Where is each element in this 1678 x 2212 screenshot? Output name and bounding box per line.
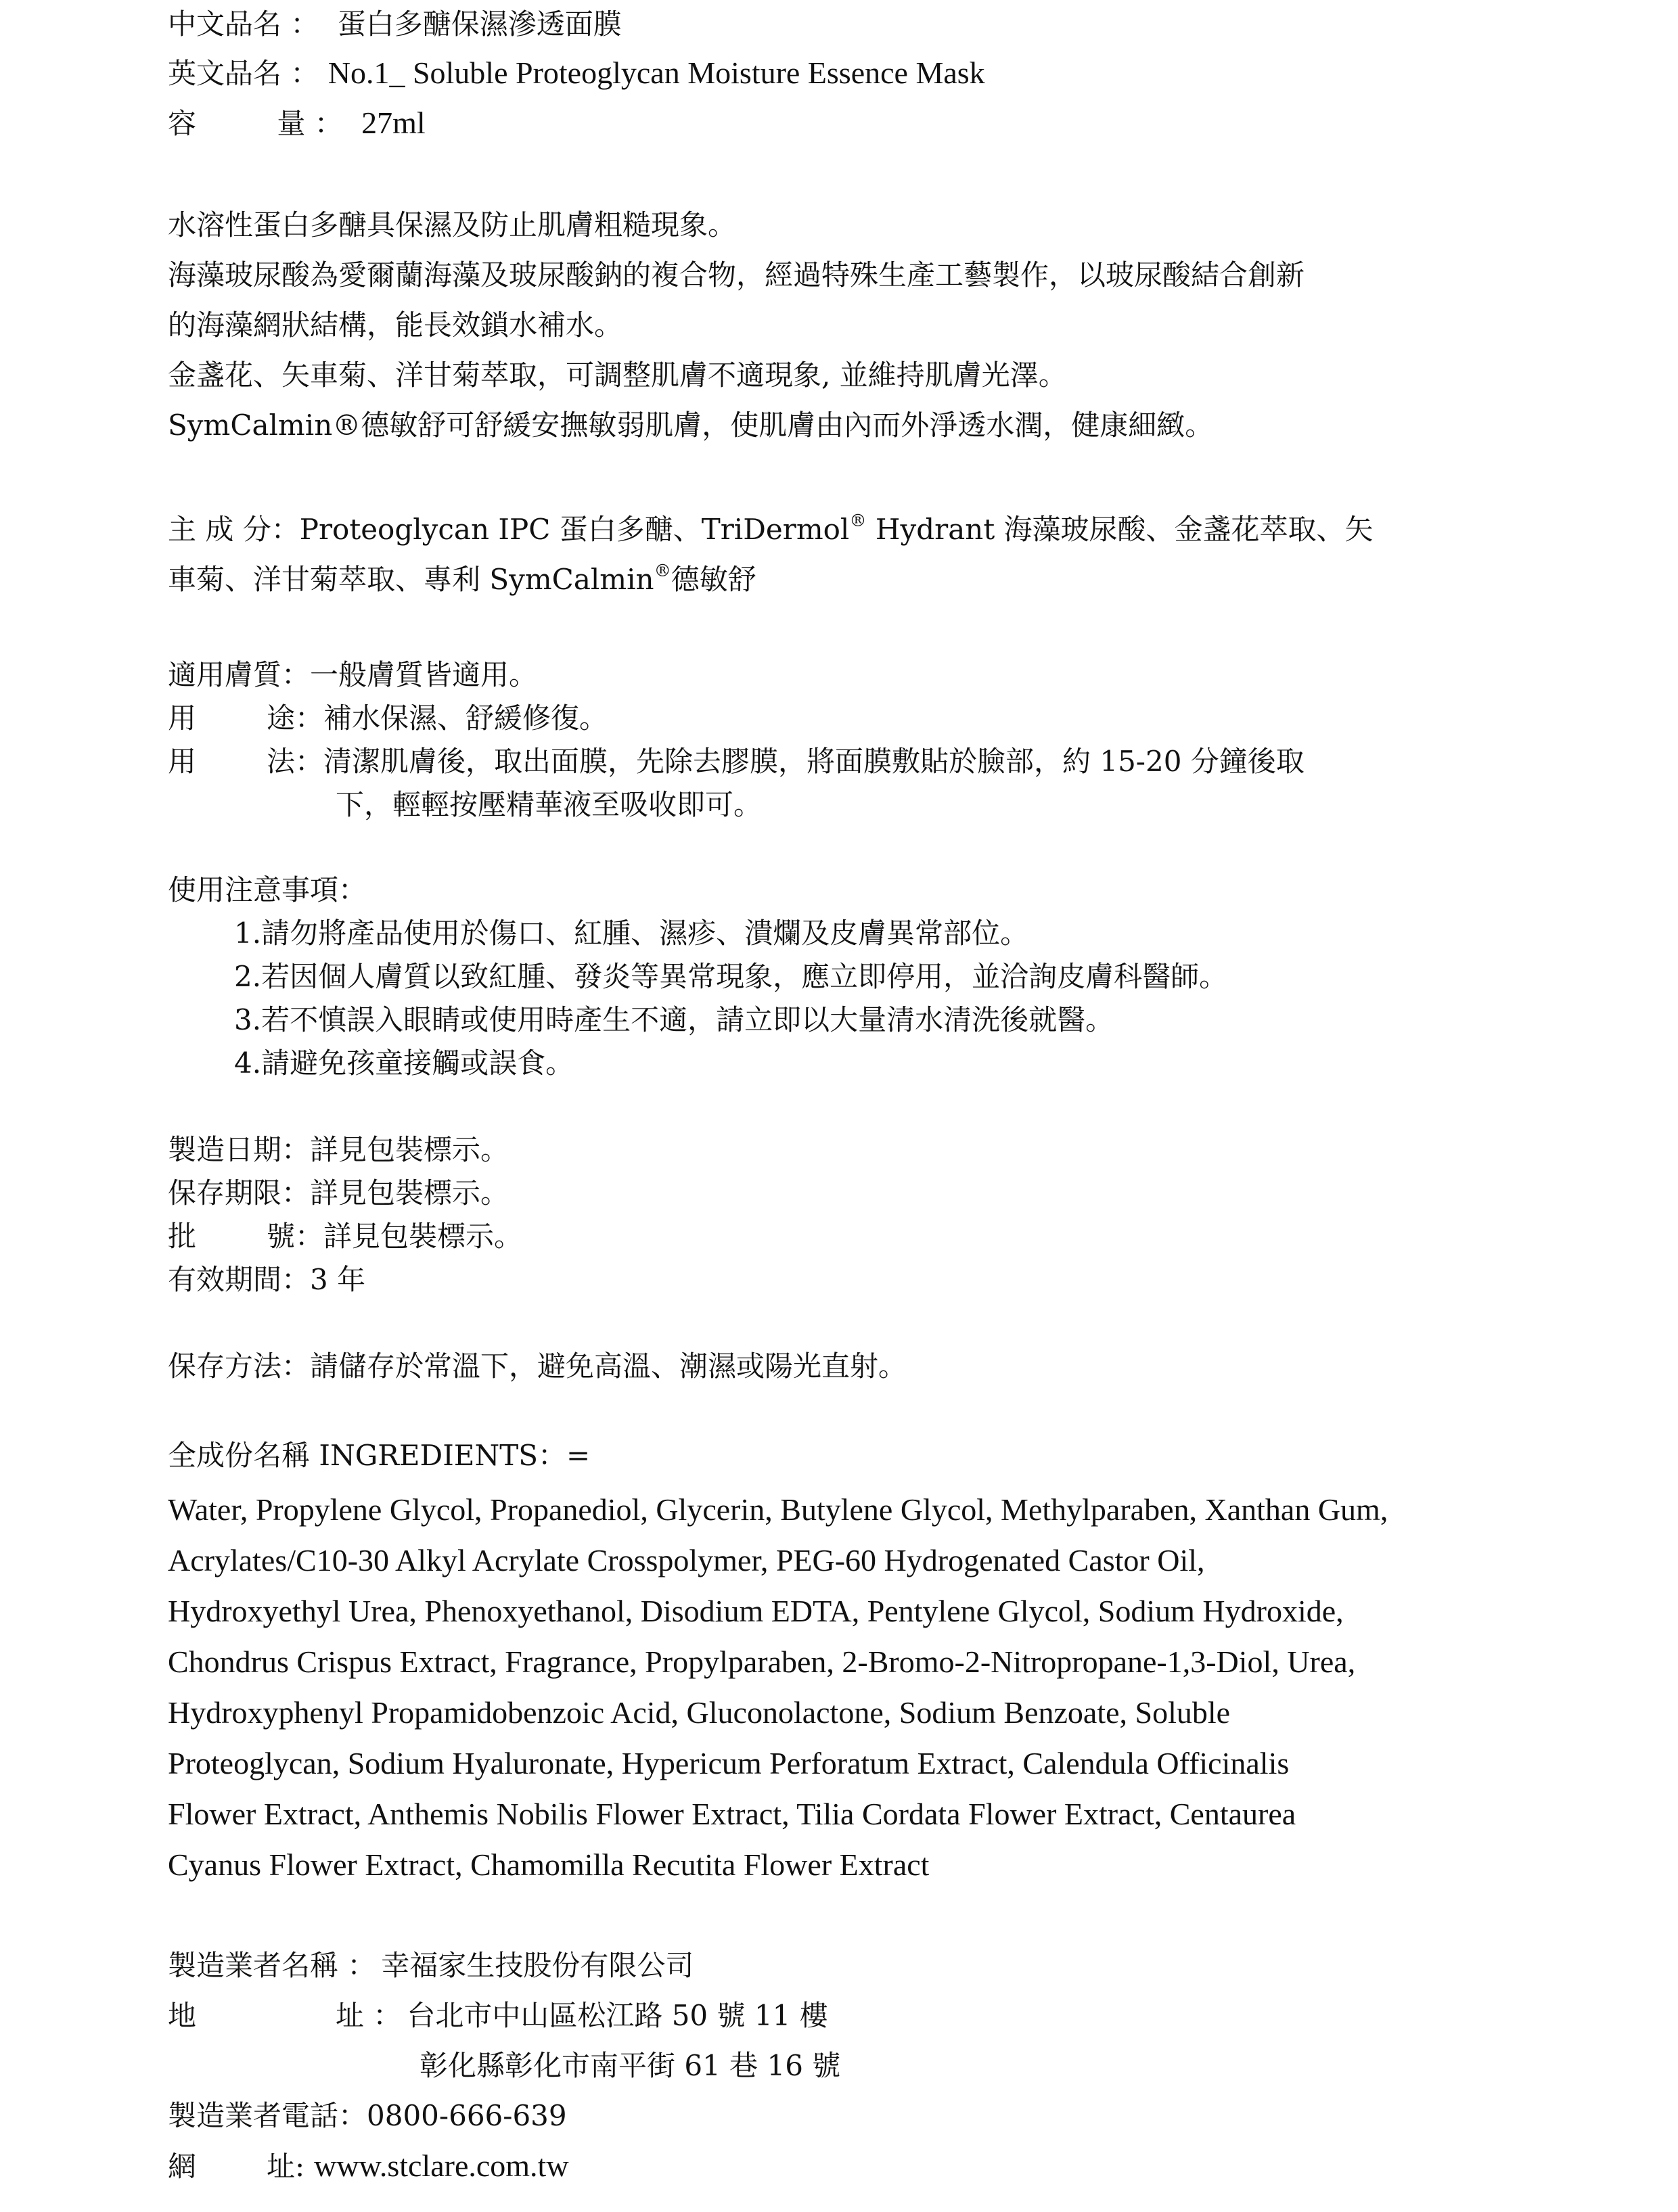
ingredients-line: Water, Propylene Glycol, Propanediol, Glycerin, Butylene Glycol, Methylparaben, Xanthan Gum, <box>168 1492 1388 1527</box>
description-line: 的海藻網狀結構，能長效鎖水補水。 <box>168 308 623 342</box>
main-ingredients-text: Hydrant 海藻玻尿酸、金盞花萃取、矢 <box>866 513 1374 546</box>
phone-value: 0800-666-639 <box>367 2099 567 2132</box>
en-name-row <box>168 53 985 94</box>
valid-period-value: 3 年 <box>310 1263 366 1296</box>
skin-type-row <box>168 655 537 695</box>
main-ingredients-text: 德敏舒 <box>671 563 756 596</box>
ingredients-list <box>168 1484 1562 1890</box>
purpose-row <box>168 698 608 739</box>
valid-period-label: 有效期間： <box>168 1263 311 1296</box>
method-row <box>168 741 1305 782</box>
description-line: 水溶性蛋白多醣具保濕及防止肌膚粗糙現象。 <box>168 208 737 241</box>
website-label-a: 網 <box>168 2150 197 2183</box>
batch-value: 詳見包裝標示。 <box>323 1220 523 1253</box>
caution-item: 2.若因個人膚質以致紅腫、發炎等異常現象，應立即停用，並洽詢皮膚科醫師。 <box>234 960 1228 993</box>
website-link[interactable]: www.stclare.com.tw <box>314 2148 569 2183</box>
caution-item: 3.若不慎誤入眼睛或使用時產生不適，請立即以大量清水清洗後就醫。 <box>234 1003 1114 1036</box>
expiry-row <box>168 1173 509 1214</box>
description-line: 金盞花、矢車菊、洋甘菊萃取，可調整肌膚不適現象, 並維持肌膚光澤。 <box>168 359 1067 392</box>
manufacturer-row <box>168 1945 694 1986</box>
valid-period-row <box>168 1260 365 1300</box>
caution-item: 1.請勿將產品使用於傷口、紅腫、濕疹、潰爛及皮膚異常部位。 <box>234 917 1029 950</box>
main-ingredients-text: 車菊、洋甘菊萃取、專利 SymCalmin <box>168 563 654 596</box>
website-row <box>168 2146 569 2187</box>
volume-row <box>168 103 426 144</box>
storage-value: 請儲存於常溫下，避免高溫、潮濕或陽光直射。 <box>310 1350 907 1383</box>
ingredients-title: 全成份名稱 INGREDIENTS：= <box>168 1439 591 1472</box>
ingredients-line: Cyanus Flower Extract, Chamomilla Recutita Flower Extract <box>168 1847 930 1882</box>
mfg-date-label: 製造日期： <box>168 1133 311 1166</box>
expiry-value: 詳見包裝標示。 <box>310 1176 509 1209</box>
address-line1: 台北市中山區松江路 50 號 11 樓 <box>407 1999 828 2032</box>
purpose-value: 補水保濕、舒緩修復。 <box>323 701 608 735</box>
main-ingredients-line1 <box>168 505 1374 555</box>
method-label-b: 法： <box>267 745 324 778</box>
address-row <box>168 1996 828 2036</box>
ingredients-line: Acrylates/C10-30 Alkyl Acrylate Crosspolymer, PEG-60 Hydrogenated Castor Oil, <box>168 1543 1205 1577</box>
address-label-b: 址 ： <box>336 1999 402 2032</box>
phone-label: 製造業者電話： <box>168 2099 367 2132</box>
description-line: 海藻玻尿酸為愛爾蘭海藻及玻尿酸鈉的複合物，經過特殊生產工藝製作，以玻尿酸結合創新 <box>168 258 1305 292</box>
mfg-date-row <box>168 1130 509 1170</box>
expiry-label: 保存期限： <box>168 1176 311 1209</box>
website-label-b: 址: <box>267 2150 305 2183</box>
ingredients-line: Flower Extract, Anthemis Nobilis Flower Extract, Tilia Cordata Flower Extract, Centaurea <box>168 1797 1296 1831</box>
skin-type-label: 適用膚質： <box>168 658 311 691</box>
purpose-label-a: 用 <box>168 701 197 735</box>
cn-name-label: 中文品名 ： <box>168 7 319 41</box>
manufacturer-value: 幸福家生技股份有限公司 <box>381 1949 694 1982</box>
registered-mark: ® <box>849 511 867 531</box>
ingredients-line: Proteoglycan, Sodium Hyaluronate, Hypericum Perforatum Extract, Calendula Officinalis <box>168 1746 1290 1780</box>
main-ingredients-label: 主 成 分： <box>168 513 300 546</box>
manufacturer-label: 製造業者名稱 ： <box>168 1949 376 1982</box>
main-ingredients-line2 <box>168 555 756 605</box>
ingredients-line: Hydroxyethyl Urea, Phenoxyethanol, Disodium EDTA, Pentylene Glycol, Sodium Hydroxide, <box>168 1594 1344 1628</box>
cn-name-row <box>168 4 622 45</box>
ingredients-line: Hydroxyphenyl Propamidobenzoic Acid, Gluconolactone, Sodium Benzoate, Soluble <box>168 1695 1231 1730</box>
cn-name-value: 蛋白多醣保濕滲透面膜 <box>337 7 622 41</box>
method-line1: 清潔肌膚後，取出面膜，先除去膠膜，將面膜敷貼於臉部，約 15-20 分鐘後取 <box>323 745 1305 778</box>
method-line2: 下，輕輕按壓精華液至吸收即可。 <box>336 788 763 821</box>
skin-type-value: 一般膚質皆適用。 <box>310 658 538 691</box>
batch-row <box>168 1216 522 1257</box>
volume-label-a: 容 <box>168 107 197 140</box>
en-name-label: 英文品名 ： <box>168 57 319 90</box>
volume-value: 27ml <box>361 106 426 140</box>
storage-label: 保存方法： <box>168 1350 311 1383</box>
mfg-date-value: 詳見包裝標示。 <box>310 1133 509 1166</box>
address-line2: 彰化縣彰化市南平街 61 巷 16 號 <box>420 2049 841 2082</box>
batch-label-b: 號： <box>267 1220 324 1253</box>
registered-mark: ® <box>654 561 671 581</box>
method-label-a: 用 <box>168 745 197 778</box>
address-label-a: 地 <box>168 1999 197 2032</box>
ingredients-line: Chondrus Crispus Extract, Fragrance, Propylparaben, 2-Bromo-2-Nitropropane-1,3-Diol, Urea, <box>168 1644 1356 1679</box>
storage-row <box>168 1346 907 1387</box>
description-line: SymCalmin®德敏舒可舒緩安撫敏弱肌膚，使肌膚由內而外淨透水潤，健康細緻。 <box>168 409 1214 442</box>
phone-row <box>168 2096 567 2136</box>
main-ingredients-text: Proteoglycan IPC 蛋白多醣、TriDermol <box>299 513 850 546</box>
caution-item: 4.請避免孩童接觸或誤食。 <box>234 1046 574 1080</box>
en-name-value: No.1_ Soluble Proteoglycan Moisture Essence Mask <box>327 55 985 90</box>
volume-label-b: 量 ： <box>277 107 343 140</box>
purpose-label-b: 途： <box>267 701 324 735</box>
cautions-title: 使用注意事項： <box>168 873 367 906</box>
batch-label-a: 批 <box>168 1220 197 1253</box>
